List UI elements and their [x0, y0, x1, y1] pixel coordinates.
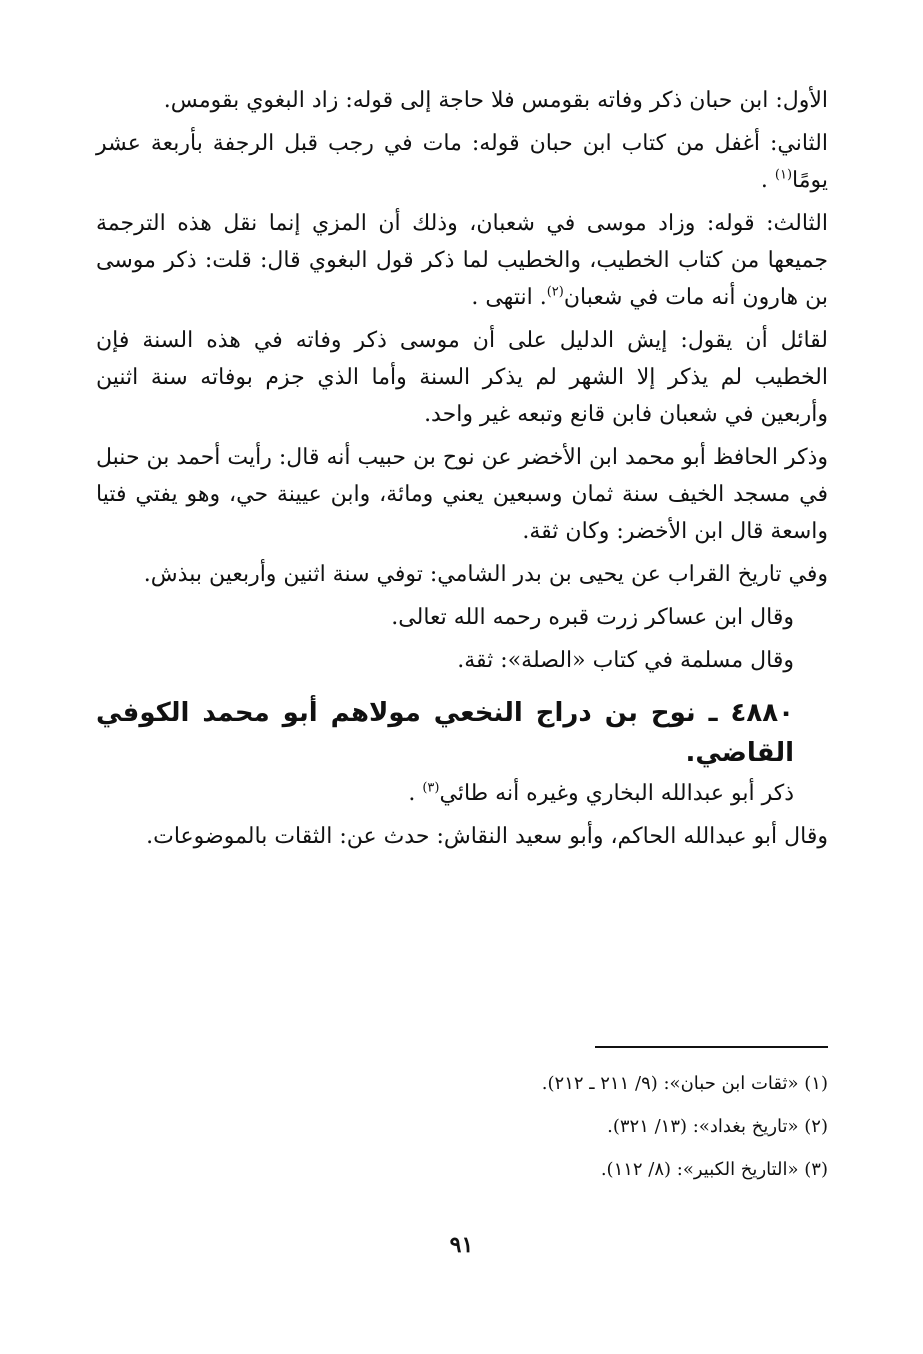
- paragraph-text: ذكر أبو عبدالله البخاري وغيره أنه طائي: [439, 781, 794, 806]
- footnote-item: (٢) «تاريخ بغداد»: (١٣/ ٣٢١).: [607, 1116, 828, 1137]
- footnote-item: (١) «ثقات ابن حبان»: (٩/ ٢١١ ـ ٢١٢).: [541, 1073, 828, 1094]
- paragraph-text: وقال مسلمة في كتاب «الصلة»: ثقة.: [457, 648, 794, 673]
- entry-heading: [96, 693, 828, 773]
- paragraph-end: .: [760, 168, 775, 193]
- paragraph-maslama: [96, 642, 828, 679]
- paragraph-text: الثاني: أغفل من كتاب ابن حبان قوله: مات في رجب قبل الرجفة بأربعة عشر يومًا: [96, 131, 828, 193]
- footnote-ref-1: (١): [774, 167, 793, 183]
- paragraph-text: وقال ابن عساكر زرت قبره رحمه الله تعالى.: [391, 605, 794, 630]
- footnotes: [300, 1062, 828, 1191]
- entry-number: ٤٨٨٠: [730, 698, 794, 728]
- paragraph-objection: [96, 322, 828, 433]
- paragraph-end: . انتهى .: [471, 285, 547, 310]
- main-text: [96, 82, 828, 861]
- paragraph-text: وقال أبو عبدالله الحاكم، وأبو سعيد النقاش: حدث عن: الثقات بالموضوعات.: [146, 824, 828, 849]
- page-number: ٩١: [449, 1232, 474, 1258]
- footnote-divider: [595, 1046, 828, 1048]
- paragraph-text: وذكر الحافظ أبو محمد ابن الأخضر عن نوح بن حبيب أنه قال: رأيت أحمد بن حنبل في مسجد الخيف سنة ثمان وسبعين يعني ومائة، وابن عيينة حي، وهو يفتي فتيا واسعة قال ابن الأخضر: وكان ثقة.: [96, 445, 828, 544]
- paragraph-first-point: [96, 82, 828, 119]
- entry-paragraph-hakim: [96, 818, 828, 855]
- paragraph-ibn-al-akhdar: [96, 439, 828, 550]
- paragraph-text: وفي تاريخ القراب عن يحيى بن بدر الشامي: توفي سنة اثنين وأربعين ببذش.: [143, 562, 828, 587]
- paragraph-ibn-asakir: [96, 599, 828, 636]
- paragraph-text: الثالث: قوله: وزاد موسى في شعبان، وذلك أن المزي إنما نقل هذه الترجمة جميعها من كتاب الخطيب، والخطيب لما ذكر قول البغوي قال: قلت: ذكر موسى بن هارون أنه مات في شعبان: [96, 211, 828, 310]
- paragraph-third-point: [96, 205, 828, 316]
- entry-paragraph-bukhari: [96, 775, 828, 812]
- footnote-ref-2: (٢): [546, 284, 564, 300]
- paragraph-text: الأول: ابن حبان ذكر وفاته بقومس فلا حاجة إلى قوله: زاد البغوي بقومس.: [163, 88, 828, 113]
- paragraph-qurrab-history: [96, 556, 828, 593]
- paragraph-text: لقائل أن يقول: إيش الدليل على أن موسى ذكر وفاته في هذه السنة فإن الخطيب لم يذكر إلا الشهر لم يذكر السنة وأما الذي جزم بوفاته سنة اثنين وأربعين في شعبان فابن قانع وتبعه غير واحد.: [96, 328, 828, 427]
- paragraph-end: .: [408, 781, 423, 806]
- footnote-ref-3: (٣): [422, 780, 440, 796]
- footnote-item: (٣) «التاريخ الكبير»: (٨/ ١١٢).: [600, 1159, 828, 1180]
- paragraph-second-point: [96, 125, 828, 199]
- entry-title: ـ نوح بن دراج النخعي مولاهم أبو محمد الكوفي القاضي.: [96, 698, 794, 768]
